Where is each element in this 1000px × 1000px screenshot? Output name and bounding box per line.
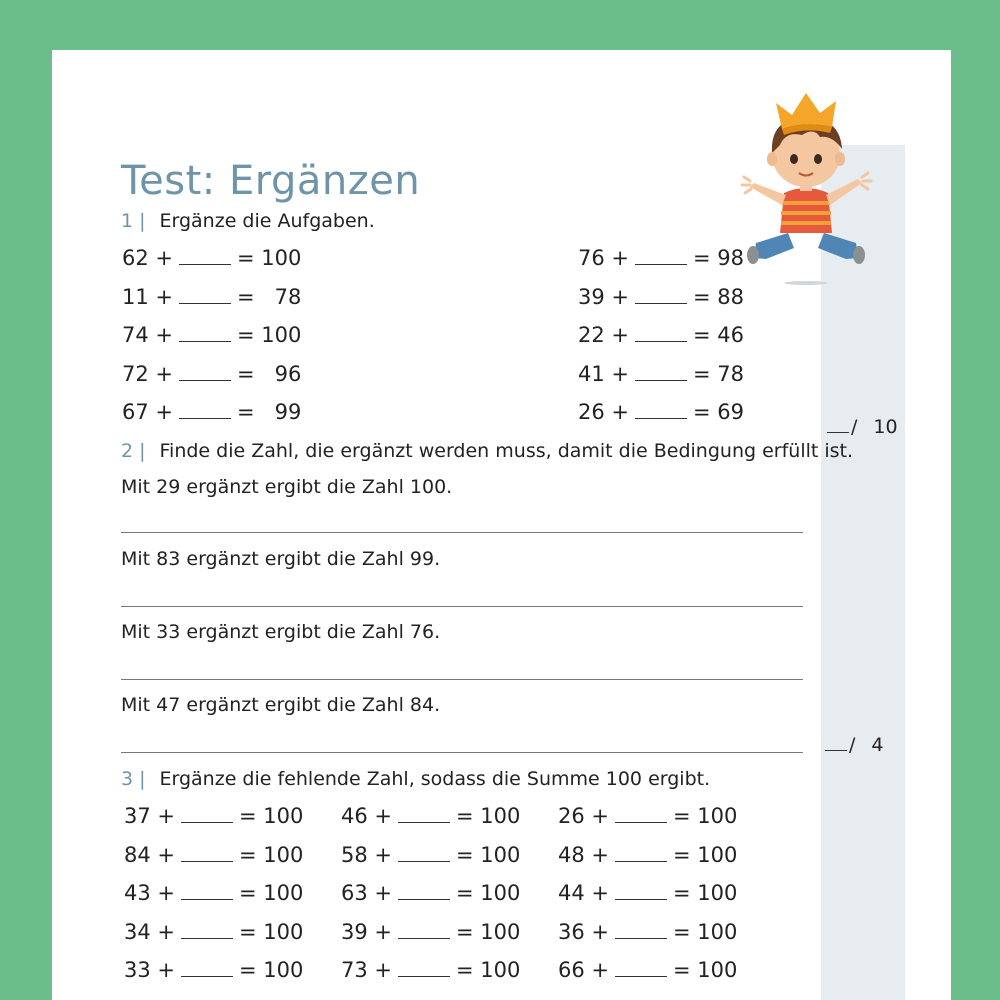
answer-blank[interactable] bbox=[179, 403, 231, 419]
task2-sentence: Mit 83 ergänzt ergibt die Zahl 99. bbox=[121, 548, 441, 570]
task3-equation: 33 + = 100 bbox=[124, 958, 304, 982]
task2-score: / 4 bbox=[825, 734, 884, 756]
answer-blank[interactable] bbox=[181, 846, 233, 862]
worksheet bbox=[52, 50, 951, 1000]
task3-equation: 84 + = 100 bbox=[124, 843, 304, 867]
task3-equation: 44 + = 100 bbox=[558, 881, 738, 905]
task3-equation: 46 + = 100 bbox=[341, 804, 521, 828]
task3-equation: 34 + = 100 bbox=[124, 920, 304, 944]
answer-blank[interactable] bbox=[398, 846, 450, 862]
task2-sentence: Mit 33 ergänzt ergibt die Zahl 76. bbox=[121, 621, 441, 643]
task2-instruction: Finde die Zahl, die ergänzt werden muss, damit die Bedingung erfüllt ist. bbox=[159, 440, 854, 462]
task1-instruction: Ergänze die Aufgaben. bbox=[159, 210, 375, 232]
task1-equation: 41 + = 78 bbox=[578, 362, 744, 386]
task3-equation: 63 + = 100 bbox=[341, 881, 521, 905]
task2-score-total: 4 bbox=[871, 734, 884, 756]
task2-sentence: Mit 29 ergänzt ergibt die Zahl 100. bbox=[121, 476, 453, 498]
task1-score-total: 10 bbox=[873, 416, 898, 438]
answer-blank[interactable] bbox=[635, 249, 687, 265]
task1-score: / 10 bbox=[827, 416, 898, 438]
answer-blank[interactable] bbox=[398, 884, 450, 900]
answer-blank[interactable] bbox=[635, 326, 687, 342]
task3-equation: 58 + = 100 bbox=[341, 843, 521, 867]
answer-blank[interactable] bbox=[181, 961, 233, 977]
task3-equation: 66 + = 100 bbox=[558, 958, 738, 982]
task3-equation: 39 + = 100 bbox=[341, 920, 521, 944]
task1-equation: 74 + = 100 bbox=[122, 323, 302, 347]
task2-number: 2 | bbox=[121, 440, 146, 462]
task1-heading bbox=[121, 210, 375, 232]
task3-equation: 73 + = 100 bbox=[341, 958, 521, 982]
answer-blank[interactable] bbox=[179, 326, 231, 342]
task3-equation: 37 + = 100 bbox=[124, 804, 304, 828]
answer-blank[interactable] bbox=[181, 923, 233, 939]
page-title: Test: Ergänzen bbox=[121, 158, 421, 204]
answer-blank[interactable] bbox=[398, 923, 450, 939]
task1-equation: 26 + = 69 bbox=[578, 400, 744, 424]
score-blank[interactable] bbox=[827, 419, 849, 433]
answer-blank[interactable] bbox=[615, 923, 667, 939]
answer-blank[interactable] bbox=[615, 846, 667, 862]
answer-blank[interactable] bbox=[398, 807, 450, 823]
answer-blank[interactable] bbox=[179, 365, 231, 381]
task3-equation: 48 + = 100 bbox=[558, 843, 738, 867]
task3-instruction: Ergänze die fehlende Zahl, sodass die Summe 100 ergibt. bbox=[159, 768, 711, 790]
task1-equation: 76 + = 98 bbox=[578, 246, 744, 270]
task3-equation: 43 + = 100 bbox=[124, 881, 304, 905]
task1-equation: 22 + = 46 bbox=[578, 323, 744, 347]
task1-equation: 72 + = 96 bbox=[122, 362, 302, 386]
score-blank[interactable] bbox=[825, 737, 847, 751]
answer-blank[interactable] bbox=[179, 249, 231, 265]
answer-blank[interactable] bbox=[398, 961, 450, 977]
task3-equation: 36 + = 100 bbox=[558, 920, 738, 944]
task1-equation: 11 + = 78 bbox=[122, 285, 302, 309]
answer-blank[interactable] bbox=[635, 288, 687, 304]
answer-blank[interactable] bbox=[181, 884, 233, 900]
boy-with-crown-illustration bbox=[736, 83, 876, 293]
answer-blank[interactable] bbox=[615, 807, 667, 823]
task3-number: 3 | bbox=[121, 768, 146, 790]
task1-equation: 39 + = 88 bbox=[578, 285, 744, 309]
task3-equation: 26 + = 100 bbox=[558, 804, 738, 828]
task1-equation: 67 + = 99 bbox=[122, 400, 302, 424]
answer-blank[interactable] bbox=[635, 365, 687, 381]
answer-blank[interactable] bbox=[635, 403, 687, 419]
task1-equation: 62 + = 100 bbox=[122, 246, 302, 270]
answer-blank[interactable] bbox=[179, 288, 231, 304]
task2-heading bbox=[121, 440, 853, 462]
answer-line[interactable] bbox=[121, 606, 803, 607]
task1-number: 1 | bbox=[121, 210, 146, 232]
answer-blank[interactable] bbox=[181, 807, 233, 823]
answer-blank[interactable] bbox=[615, 884, 667, 900]
answer-blank[interactable] bbox=[615, 961, 667, 977]
answer-line[interactable] bbox=[121, 532, 803, 533]
answer-line[interactable] bbox=[121, 752, 803, 753]
answer-line[interactable] bbox=[121, 679, 803, 680]
task3-heading bbox=[121, 768, 710, 790]
task2-sentence: Mit 47 ergänzt ergibt die Zahl 84. bbox=[121, 694, 441, 716]
